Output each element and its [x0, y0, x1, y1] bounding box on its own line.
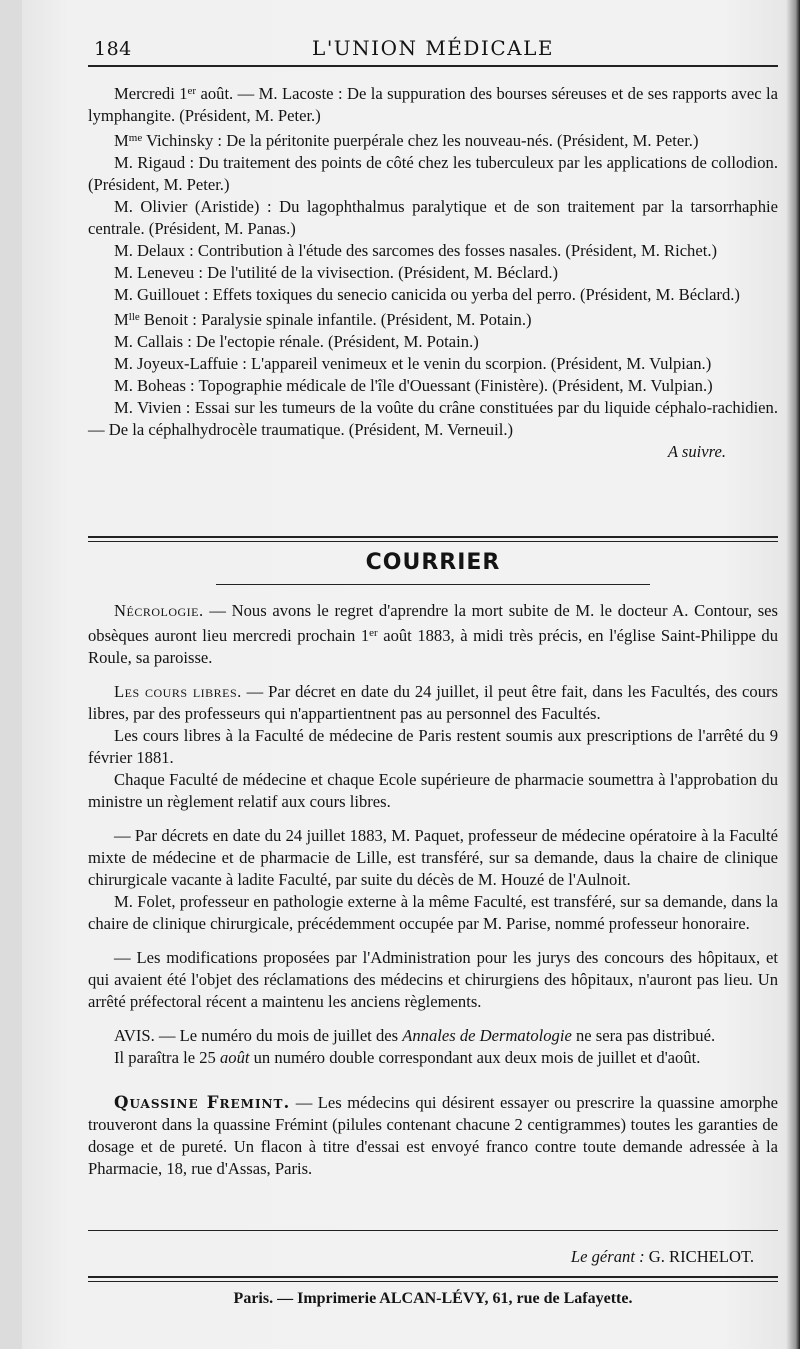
avis-paragraph [88, 1025, 778, 1047]
thesis-entry [88, 306, 778, 331]
gerant-name: G. RICHELOT. [644, 1247, 754, 1266]
advertisement-text: — Les médecins qui désirent essayer ou prescrire la quassine amorphe trouveront dans la quassine Frémint (pilules contenant chacune 2 centigrammes) toutes les garanties de dosage et de pureté. Un flacon à titre d'essai est envoyé franco contre toute demande adressée à la Pharmacie, 18, rue d'Assas, Paris. [88, 1093, 778, 1178]
advertisement-title: Quassine Fremint. [114, 1092, 291, 1112]
necrologie-sup: er [369, 627, 378, 639]
content [88, 0, 779, 1307]
section-divider [88, 536, 778, 542]
cours-libres-paragraph [88, 681, 778, 725]
avis-text: AVIS. — Le numéro du mois de juillet des [114, 1026, 403, 1045]
courrier-section [88, 600, 778, 1180]
page-number: 184 [94, 38, 132, 60]
p9-italic: août [219, 1048, 250, 1067]
journal-title: L'UNION MÉDICALE [312, 36, 554, 60]
necrologie-label: Nécrologie. [114, 601, 204, 620]
thesis-entry [88, 196, 778, 240]
thesis-text: M [114, 131, 129, 150]
section-title-rule [216, 584, 650, 585]
running-head [88, 0, 778, 60]
paragraph [88, 1047, 778, 1069]
footer-rule [88, 1276, 778, 1282]
paragraph: — Par décrets en date du 24 juillet 1883, M. Paquet, professeur de médecine opératoire à la Faculté mixte de médecine et de pharmacie de Lille, est transféré, sur sa demande, daus la chaire de clinique chirurgicale vacante à ladite Faculté, par suite du décès de M. Houzé de l'Aulnoit. [88, 826, 778, 889]
gerant-label: Le gérant : [570, 1247, 645, 1266]
thesis-text: Benoit : Paralysie spinale infantile. (Président, M. Potain.) [139, 310, 532, 329]
thesis-title-abbrev: lle [128, 311, 140, 323]
thesis-text: M. Delaux : Contribution à l'étude des sarcomes des fosses nasales. (Président, M. Richet.) [114, 241, 718, 260]
thesis-list [88, 80, 778, 463]
thesis-text: M [114, 310, 129, 329]
necrologie-text-end: août 1883, à midi très précis, en l'église Saint-Philippe du Roule, sa paroisse. [88, 626, 778, 667]
paragraph: Chaque Faculté de médecine et chaque Ecole supérieure de pharmacie soumettra à l'approbation du ministre un règlement relatif aux cours libres. [88, 770, 778, 811]
thesis-text: M. Joyeux-Laffuie : L'appareil venimeux et le venin du scorpion. (Président, M. Vulpian.) [114, 354, 712, 373]
thesis-text: M. Callais : De l'ectopie rénale. (Président, M. Potain.) [114, 332, 479, 351]
thesis-text: Mercredi 1 [114, 84, 188, 103]
section-title: COURRIER [365, 550, 501, 575]
to-be-continued: A suivre. [667, 442, 726, 461]
thesis-entry [88, 284, 778, 306]
thesis-text: M. Guillouet : Effets toxiques du senecio canicida ou yerba del perro. (Président, M. Béclard.) [114, 285, 740, 304]
avis-journal-title: Annales de Dermatologie [402, 1026, 572, 1045]
necrologie-text: — Nous avons le regret d'aprendre la mort subite de M. le docteur A. Contour, ses obsèques auront lieu mercredi prochain 1 [88, 601, 778, 645]
thesis-text: M. Vivien : Essai sur les tumeurs de la voûte du crâne constituées par du liquide céphalo-rachidien. — De la céphalhydrocèle traumatique. (Président, M. Verneuil.) [88, 398, 778, 439]
thesis-text: août. — M. Lacoste : De la suppuration des bourses séreuses et de ses rapports avec la lymphangite. (Président, M. Peter.) [88, 84, 778, 125]
thesis-entry [88, 127, 778, 152]
thesis-title-abbrev: er [187, 85, 197, 97]
thesis-text: M. Boheas : Topographie médicale de l'île d'Ouessant (Finistère). (Président, M. Vulpian.) [114, 376, 713, 395]
cours-libres-text: — Par décret en date du 24 juillet, il peut être fait, dans les Facultés, des cours libres, par des professeurs qui n'appartientnent pas au personnel des Facultés. [88, 682, 779, 723]
thesis-text: M. Olivier (Aristide) : Du lagophthalmus paralytique et de son traitement par la tarsorrhaphie centrale. (Président, M. Panas.) [88, 197, 778, 238]
cours-libres-label: Les cours libres. [114, 682, 242, 701]
printer-imprint: Paris. — Imprimerie ALCAN-LÉVY, 61, rue de Lafayette. [233, 1290, 633, 1307]
thesis-entry [88, 375, 778, 397]
paragraph: Les cours libres à la Faculté de médecine de Paris restent soumis aux prescriptions de l'arrêté du 9 février 1881. [88, 726, 778, 767]
paragraph: — Les modifications proposées par l'Administration pour les jurys des concours des hôpitaux, et qui avaient été l'objet des réclamations des médecins et chirurgiens des hôpitaux, n'auront pas lieu. Un arrêté préfectoral récent a maintenu les anciens règlements. [88, 948, 778, 1011]
advertisement [88, 1091, 778, 1180]
header-rule [88, 65, 778, 67]
thesis-entry [88, 152, 778, 196]
thesis-entry [88, 262, 778, 284]
gerant-signature [571, 1247, 754, 1267]
necrologie-paragraph [88, 600, 778, 669]
thesis-entry [88, 397, 778, 441]
thesis-entry [88, 240, 778, 262]
p9-text-end: un numéro double correspondant aux deux mois de juillet et d'août. [249, 1048, 701, 1067]
page [22, 0, 800, 1349]
thesis-text: M. Leneveu : De l'utilité de la vivisection. (Président, M. Béclard.) [114, 263, 558, 282]
thesis-entry [88, 331, 778, 353]
thesis-text: M. Rigaud : Du traitement des points de côté chez les tuberculeux par les applications de collodion. (Président, M. Peter.) [88, 153, 778, 194]
avis-text-end: ne sera pas distribué. [571, 1026, 716, 1045]
paragraph: M. Folet, professeur en pathologie externe à la même Faculté, est transféré, sur sa demande, dans la chaire de clinique chirurgicale, précédemment occupée par M. Parise, nommé professeur honoraire. [88, 892, 778, 933]
thesis-text: Vichinsky : De la péritonite puerpérale chez les nouveau-nés. (Président, M. Peter.) [142, 131, 699, 150]
p9-text: Il paraîtra le 25 [114, 1048, 220, 1067]
thesis-entry [88, 353, 778, 375]
gerant-rule [88, 1230, 778, 1231]
page-edge-shadow [786, 0, 800, 1349]
thesis-entry [88, 80, 778, 127]
thesis-title-abbrev: me [128, 132, 143, 144]
